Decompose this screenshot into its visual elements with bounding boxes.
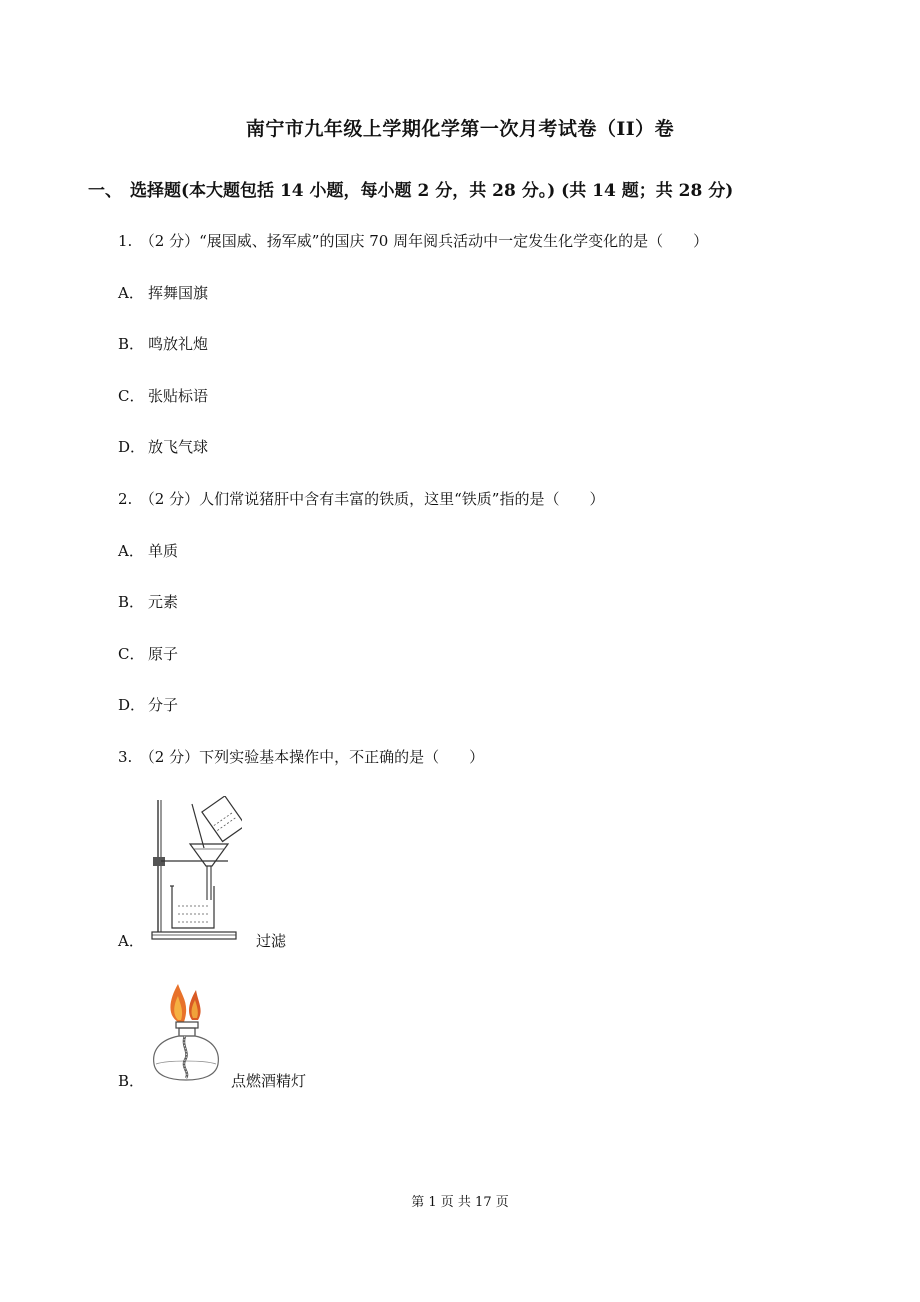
question-3-stem: 3. （2 分）下列实验基本操作中，不正确的是（ ） (118, 748, 485, 766)
option-letter: C． (118, 387, 145, 405)
option-letter: B． (118, 593, 145, 611)
section-text: 选择题(本大题包括 14 小题，每小题 2 分，共 28 分。) (共 14 题；共 28 分) (130, 181, 734, 201)
option-text: 鸣放礼炮 (148, 335, 209, 353)
option-row[interactable] (118, 282, 208, 303)
option-text: 元素 (148, 593, 179, 611)
option-row[interactable] (118, 540, 178, 561)
option-row[interactable] (118, 643, 178, 664)
option-letter: B． (118, 335, 145, 353)
question-1-stem: 1. （2 分）“展国威、扬军威”的国庆 70 周年阅兵活动中一定发生化学变化的是（ ） (118, 232, 709, 250)
option-text: 单质 (148, 542, 179, 560)
option-letter: A． (118, 542, 144, 560)
option-row[interactable] (118, 591, 178, 612)
option-row[interactable] (118, 436, 208, 457)
option-text: 点燃酒精灯 (231, 1072, 307, 1090)
page-footer: 第 1 页 共 17 页 (411, 1195, 509, 1210)
option-text: 分子 (148, 696, 179, 714)
filtration-apparatus-figure (146, 796, 242, 944)
option-row[interactable] (118, 1070, 148, 1091)
option-letter: B． (118, 1072, 145, 1090)
option-letter: C． (118, 645, 145, 663)
option-row[interactable] (118, 333, 208, 354)
option-letter: D． (118, 696, 146, 714)
question-2-stem: 2. （2 分）人们常说猪肝中含有丰富的铁质，这里“铁质”指的是（ ） (118, 490, 605, 508)
option-text: 张贴标语 (148, 387, 209, 405)
option-text: 原子 (148, 645, 179, 663)
option-text: 放飞气球 (148, 438, 209, 456)
page-title: 南宁市九年级上学期化学第一次月考试卷（II）卷 (245, 118, 675, 140)
option-row[interactable] (118, 694, 178, 715)
option-letter: D． (118, 438, 146, 456)
option-letter: A． (118, 284, 144, 302)
option-text: 挥舞国旗 (148, 284, 209, 302)
option-row[interactable] (118, 385, 208, 406)
option-letter: A． (118, 932, 144, 950)
alcohol-lamp-figure (148, 980, 224, 1088)
section-number: 一、 (88, 181, 122, 201)
section-heading (88, 176, 733, 201)
option-text: 过滤 (256, 932, 287, 950)
option-row[interactable] (118, 930, 148, 951)
